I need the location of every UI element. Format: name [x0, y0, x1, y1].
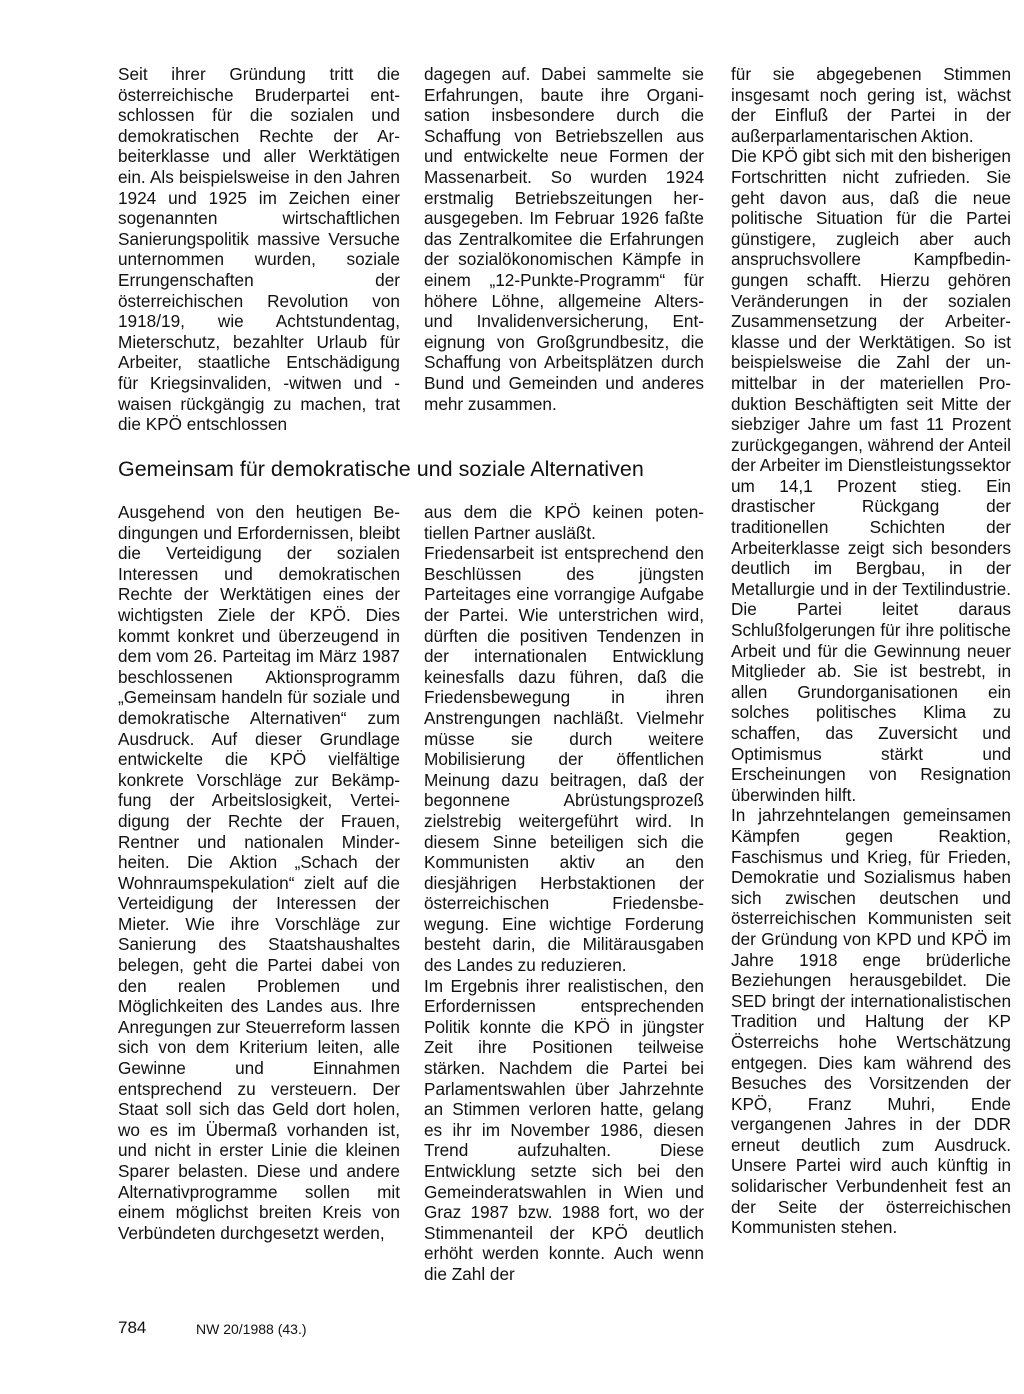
- article-column-top-left: [118, 64, 400, 435]
- paragraph: Ausgehend von den heutigen Bedingungen und Erfordernissen, bleibt die Verteidigung der sozialen Interessen und demokratischen Rechte der Werktätigen eines der wichtigsten Ziele der KPÖ. Dies kommt konkret und überzeugend in dem vom 26. Parteitag im März 1987 beschlossenen Aktionsprogramm „Gemeinsam handeln für soziale und demokratische Alternativen“ zum Ausdruck. Auf dieser Grundlage entwickelte die KPÖ vielfältige konkrete Vorschläge zur Bekämpfung der Arbeitslosigkeit, Verteidigung der Rechte der Frauen, Rentner und nationalen Minderheiten. Die Aktion „Schach der Wohnraumspekulation“ zielt auf die Verteidigung der Interessen der Mieter. Wie ihre Vorschläge zur Sanierung des Staatshaushaltes belegen, geht die Partei dabei von den realen Problemen und Möglichkeiten des Landes aus. Ihre Anregungen zur Steuerreform lassen sich von dem Kriterium leiten, alle Gewinne und Einnahmen entsprechend zu versteuern. Der Staat soll sich das Geld dort holen, wo es im Übermaß vorhanden ist, und nicht in erster Linie die kleinen Sparer belasten. Diese und andere Alternativprogramme sollen mit einem möglichst breiten Kreis von Verbündeten durchgesetzt werden,: [118, 502, 400, 1243]
- paragraph: Die KPÖ gibt sich mit den bisherigen Fortschritten nicht zufrieden. Sie geht davon aus, daß die neue politische Situation für die Partei günstigere, zugleich aber auch anspruchsvollere Kampfbedingungen schafft. Hierzu gehören Veränderungen in der sozialen Zusammensetzung der Arbeiterklasse und der Werktätigen. So ist beispielsweise die Zahl der unmittelbar in der materiellen Produktion Beschäftigten seit Mitte der siebziger Jahre um fast 11 Prozent zurückgegangen, während der Anteil der Arbeiter im Dienstleistungssektor um 14,1 Prozent stieg. Ein drastischer Rückgang der traditionellen Schichten der Arbeiterklasse zeigt sich besonders deutlich im Bergbau, in der Metallurgie und in der Textilindustrie. Die Partei leitet daraus Schlußfolgerungen für ihre politische Arbeit und für die Gewinnung neuer Mitglieder ab. Sie ist bestrebt, in allen Grundorganisationen ein solches politisches Klima zu schaffen, das Zuversicht und Optimismus stärkt und Erscheinungen von Resignation überwinden hilft.: [731, 146, 1011, 805]
- paragraph: Seit ihrer Gründung tritt die österreichische Bruderpartei entschlossen für die sozialen und demokratischen Rechte der Arbeiterklasse und aller Werktätigen ein. Als beispielsweise in den Jahren 1924 und 1925 im Zeichen einer sogenannten wirtschaftlichen Sanierungspolitik massive Versuche unternommen wurden, soziale Errungenschaften der österreichischen Revolution von 1918/19, wie Achtstundentag, Mieterschutz, bezahlter Urlaub für Arbeiter, staatliche Entschädigung für Kriegsinvaliden, -witwen und -waisen rückgängig zu machen, trat die KPÖ entschlossen: [118, 64, 400, 435]
- page-number: 784: [118, 1318, 147, 1337]
- paragraph: In jahrzehntelangen gemeinsamen Kämpfen gegen Reaktion, Faschismus und Krieg, für Frieden, Demokratie und Sozialismus haben sich zwischen deutschen und österreichischen Kommunisten seit der Gründung von KPD und KPÖ im Jahre 1918 enge brüderliche Beziehungen herausgebildet. Die SED bringt der internationalistischen Tradition und Haltung der KP Österreichs hohe Wertschätzung entgegen. Dies kam während des Besuches des Vorsitzenden der KPÖ, Franz Muhri, Ende vergangenen Jahres in der DDR erneut deutlich zum Ausdruck. Unsere Partei wird auch künftig in solidarischer Verbundenheit fest an der Seite der österreichischen Kommunisten stehen.: [731, 805, 1011, 1238]
- article-column-bottom-middle: [424, 502, 704, 1285]
- paragraph: Friedensarbeit ist entsprechend den Beschlüssen des jüngsten Parteitages eine vorrangige Aufgabe der Partei. Wie unterstrichen wird, dürften die positiven Tendenzen in der internationalen Entwicklung keinesfalls dazu führen, daß die Friedensbewegung in ihren Anstrengungen nachläßt. Vielmehr müsse sie durch weitere Mobilisierung der öffentlichen Meinung dazu beitragen, daß der begonnene Abrüstungsprozeß zielstrebig weitergeführt wird. In diesem Sinne beteiligen sich die Kommunisten aktiv an den diesjährigen Herbstaktionen der österreichischen Friedensbewegung. Eine wichtige Forderung besteht darin, die Militärausgaben des Landes zu reduzieren.: [424, 543, 704, 976]
- article-column-top-middle: [424, 64, 704, 414]
- article-column-bottom-left: [118, 502, 400, 1243]
- section-heading: Gemeinsam für demokratische und soziale Alternativen: [118, 457, 644, 481]
- paragraph: für sie abgegebenen Stimmen insgesamt noch gering ist, wächst der Einfluß der Partei in der außerparlamentarischen Aktion.: [731, 64, 1011, 146]
- issue-reference: NW 20/1988 (43.): [196, 1321, 307, 1337]
- paragraph: aus dem die KPÖ keinen potentiellen Partner ausläßt.: [424, 502, 704, 543]
- paragraph: dagegen auf. Dabei sammelte sie Erfahrungen, baute ihre Organisation insbesondere durch die Schaffung von Betriebszellen aus und entwickelte neue Formen der Massenarbeit. So wurden 1924 erstmalig Betriebszeitungen herausgegeben. Im Februar 1926 faßte das Zentralkomitee die Erfahrungen der sozialökonomischen Kämpfe in einem „12-Punkte-Programm“ für höhere Löhne, allgemeine Alters- und Invalidenversicherung, Enteignung von Großgrundbesitz, die Schaffung von Arbeitsplätzen durch Bund und Gemeinden und anderes mehr zusammen.: [424, 64, 704, 414]
- article-column-right: [731, 64, 1011, 1238]
- paragraph: Im Ergebnis ihrer realistischen, den Erfordernissen entsprechenden Politik konnte die KPÖ in jüngster Zeit ihre Positionen teilweise stärken. Nachdem die Partei bei Parlamentswahlen über Jahrzehnte an Stimmen verloren hatte, gelang es ihr im November 1986, diesen Trend aufzuhalten. Diese Entwicklung setzte sich bei den Gemeinderatswahlen in Wien und Graz 1987 bzw. 1988 fort, wo der Stimmenanteil der KPÖ deutlich erhöht werden konnte. Auch wenn die Zahl der: [424, 975, 704, 1284]
